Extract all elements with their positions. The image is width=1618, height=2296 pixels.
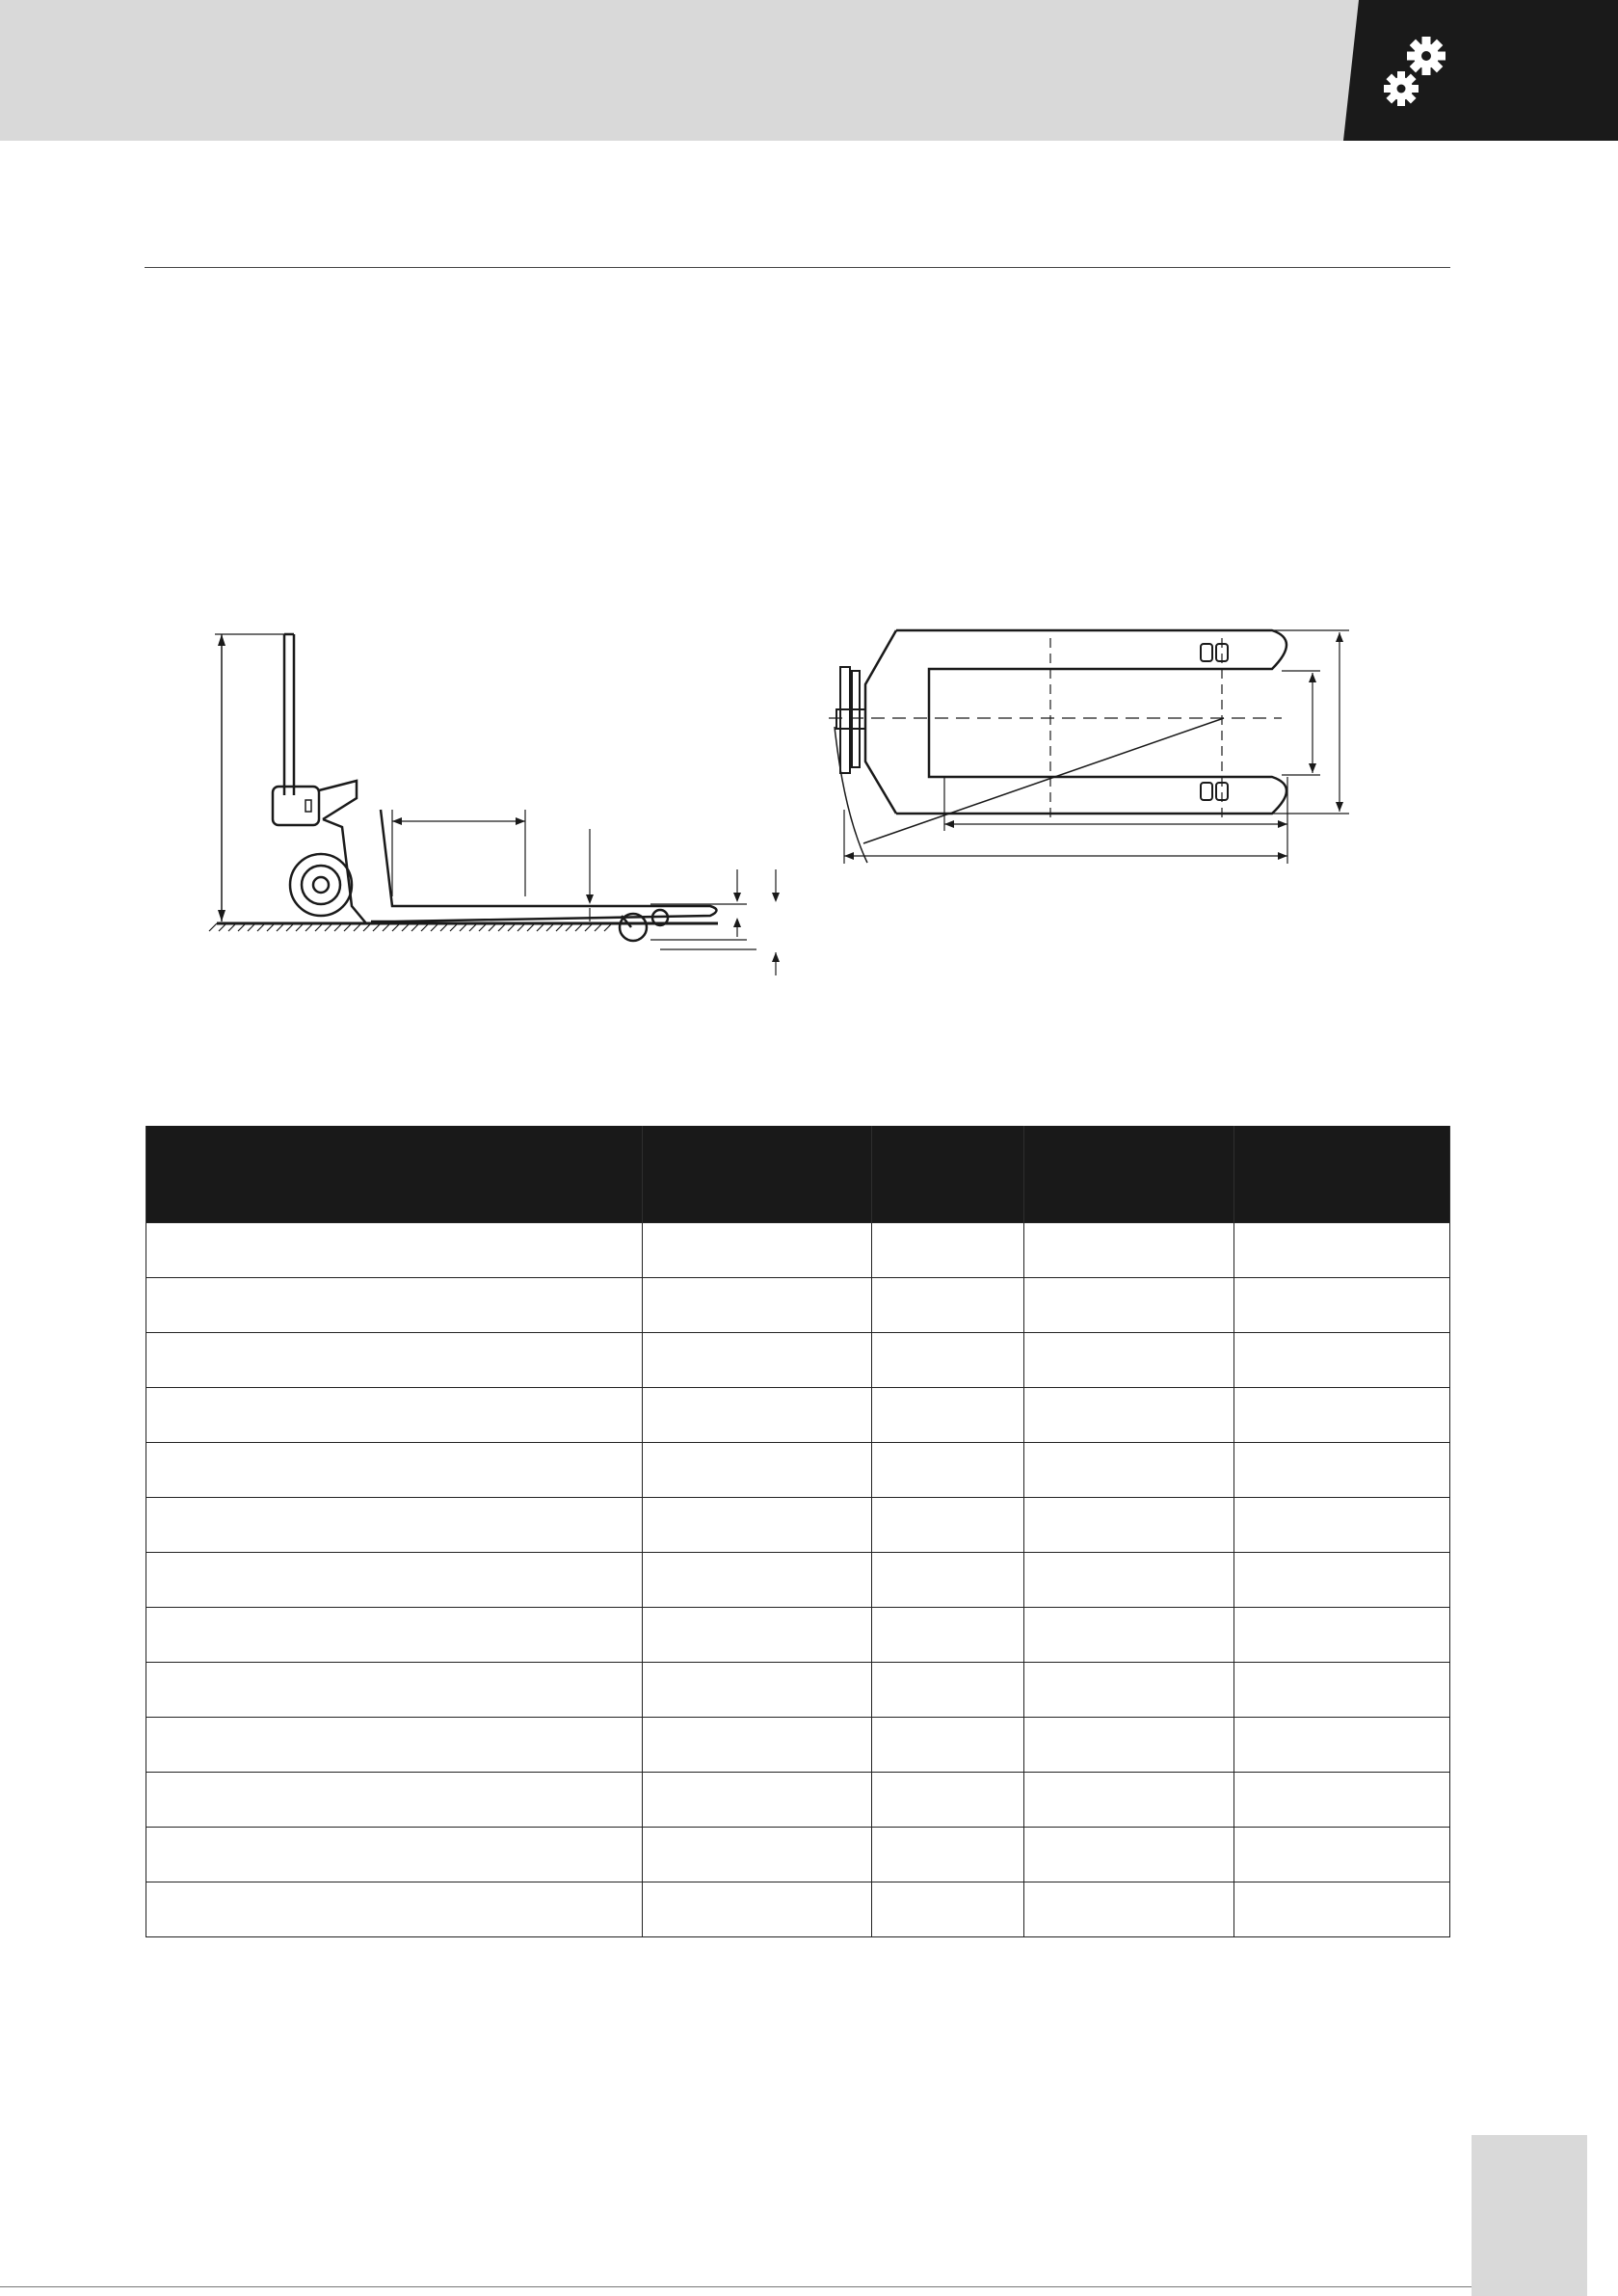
table-cell bbox=[643, 1718, 872, 1773]
column-header bbox=[872, 1126, 1024, 1223]
table-cell bbox=[1024, 1553, 1234, 1608]
side-view-drawing bbox=[178, 617, 824, 983]
page-number-tab bbox=[1472, 2135, 1587, 2296]
top-view-drawing bbox=[829, 617, 1368, 877]
table-cell bbox=[643, 1278, 872, 1333]
table-cell bbox=[1024, 1278, 1234, 1333]
table-cell bbox=[1234, 1773, 1450, 1828]
table-cell bbox=[146, 1608, 643, 1663]
table-cell bbox=[1024, 1498, 1234, 1553]
table-cell bbox=[872, 1718, 1024, 1773]
table-cell bbox=[872, 1553, 1024, 1608]
table-cell bbox=[1024, 1388, 1234, 1443]
table-row bbox=[146, 1333, 1450, 1388]
table-cell bbox=[1024, 1773, 1234, 1828]
table-cell bbox=[1024, 1663, 1234, 1718]
table-row bbox=[146, 1828, 1450, 1882]
table-row bbox=[146, 1882, 1450, 1937]
table-cell bbox=[1234, 1608, 1450, 1663]
table-cell bbox=[643, 1223, 872, 1278]
spec-table bbox=[146, 1126, 1450, 1937]
table-cell bbox=[1024, 1882, 1234, 1937]
table-cell bbox=[1234, 1388, 1450, 1443]
table-cell bbox=[872, 1388, 1024, 1443]
table-cell bbox=[643, 1608, 872, 1663]
table-cell bbox=[1234, 1553, 1450, 1608]
table-cell bbox=[643, 1553, 872, 1608]
bottom-rule bbox=[0, 2286, 1472, 2287]
table-cell bbox=[1024, 1443, 1234, 1498]
table-cell bbox=[146, 1773, 643, 1828]
table-cell bbox=[643, 1882, 872, 1937]
table-row bbox=[146, 1663, 1450, 1718]
table-cell bbox=[643, 1773, 872, 1828]
table-cell bbox=[1234, 1333, 1450, 1388]
table-cell bbox=[1234, 1882, 1450, 1937]
table-row bbox=[146, 1223, 1450, 1278]
table-row bbox=[146, 1498, 1450, 1553]
table-cell bbox=[1024, 1828, 1234, 1882]
pallet-truck-top-drawing bbox=[829, 617, 1368, 877]
column-header bbox=[1234, 1126, 1450, 1223]
column-header bbox=[1024, 1126, 1234, 1223]
table-cell bbox=[872, 1773, 1024, 1828]
table-cell bbox=[146, 1828, 643, 1882]
table-cell bbox=[146, 1553, 643, 1608]
table-cell bbox=[146, 1223, 643, 1278]
column-header bbox=[643, 1126, 872, 1223]
table-cell bbox=[1234, 1663, 1450, 1718]
table-cell bbox=[872, 1882, 1024, 1937]
table-cell bbox=[872, 1498, 1024, 1553]
table-cell bbox=[872, 1443, 1024, 1498]
table-row bbox=[146, 1773, 1450, 1828]
table-cell bbox=[872, 1663, 1024, 1718]
table-cell bbox=[643, 1333, 872, 1388]
table-cell bbox=[146, 1498, 643, 1553]
table-cell bbox=[1234, 1223, 1450, 1278]
table-cell bbox=[872, 1608, 1024, 1663]
table-cell bbox=[1234, 1498, 1450, 1553]
table-row bbox=[146, 1443, 1450, 1498]
table-cell bbox=[643, 1498, 872, 1553]
table-cell bbox=[872, 1278, 1024, 1333]
table-cell bbox=[146, 1663, 643, 1718]
table-row bbox=[146, 1718, 1450, 1773]
pallet-truck-side-drawing bbox=[178, 617, 824, 983]
table-cell bbox=[1024, 1333, 1234, 1388]
table-cell bbox=[643, 1828, 872, 1882]
table-cell bbox=[146, 1882, 643, 1937]
table-cell bbox=[146, 1333, 643, 1388]
gears-icon bbox=[1343, 0, 1618, 141]
table-cell bbox=[146, 1443, 643, 1498]
table-cell bbox=[1234, 1828, 1450, 1882]
table-row bbox=[146, 1608, 1450, 1663]
table-row bbox=[146, 1388, 1450, 1443]
table-cell bbox=[1234, 1443, 1450, 1498]
table-cell bbox=[1024, 1608, 1234, 1663]
column-header bbox=[146, 1126, 643, 1223]
header-tab bbox=[1343, 0, 1618, 141]
table-cell bbox=[872, 1333, 1024, 1388]
section-divider bbox=[145, 267, 1450, 268]
table-header-row bbox=[146, 1126, 1450, 1223]
table-row bbox=[146, 1553, 1450, 1608]
table-cell bbox=[1024, 1223, 1234, 1278]
table-cell bbox=[146, 1718, 643, 1773]
table-cell bbox=[643, 1388, 872, 1443]
table-cell bbox=[146, 1278, 643, 1333]
table-cell bbox=[872, 1223, 1024, 1278]
table-cell bbox=[1024, 1718, 1234, 1773]
table-row bbox=[146, 1278, 1450, 1333]
table-cell bbox=[643, 1443, 872, 1498]
table-cell bbox=[643, 1663, 872, 1718]
table-cell bbox=[872, 1828, 1024, 1882]
table-cell bbox=[1234, 1278, 1450, 1333]
table-cell bbox=[146, 1388, 643, 1443]
table-cell bbox=[1234, 1718, 1450, 1773]
